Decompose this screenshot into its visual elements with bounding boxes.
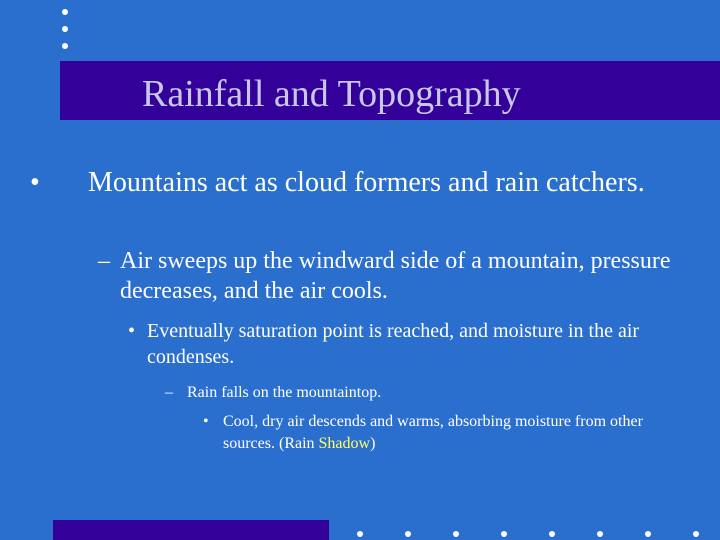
- bullet-marker: •: [128, 320, 136, 342]
- bullet-text-main: Cool, dry air descends and warms, absorbing moisture from other sources. (: [223, 413, 643, 452]
- decorative-dot-bottom-2: [405, 531, 411, 537]
- bullet-marker: •: [203, 413, 209, 430]
- bullet-marker: •: [30, 167, 40, 198]
- decorative-dot-bottom-3: [453, 531, 459, 537]
- closing-paren: ): [370, 435, 376, 452]
- bullet-level-5: [203, 411, 683, 455]
- bullet-text: [223, 411, 683, 455]
- bullet-text: Mountains act as cloud formers and rain catchers.: [88, 167, 645, 198]
- bottom-bar: [53, 520, 329, 540]
- dash-marker: –: [98, 248, 110, 274]
- bullet-text: Eventually saturation point is reached, and moisture in the air condenses.: [147, 320, 640, 368]
- decorative-dot-bottom-8: [693, 531, 699, 537]
- bullet-level-3: [128, 318, 688, 370]
- dash-marker: –: [165, 384, 173, 401]
- bullet-text: Air sweeps up the windward side of a mountain, pressure decreases, and the air cools.: [120, 248, 671, 304]
- slide-title: Rainfall and Topography: [142, 73, 521, 115]
- decorative-dot-top-1: [62, 9, 68, 15]
- decorative-dot-top-2: [62, 26, 68, 32]
- bullet-text: Rain falls on the mountaintop.: [187, 384, 382, 401]
- bullet-level-4: [165, 382, 665, 403]
- decorative-dot-top-3: [62, 43, 68, 49]
- decorative-dot-bottom-4: [501, 531, 507, 537]
- decorative-dot-bottom-1: [357, 531, 363, 537]
- bullet-level-1: [30, 166, 670, 200]
- rain-word: Rain: [284, 435, 315, 452]
- bullet-level-2: [98, 246, 698, 306]
- shadow-word-highlight: Shadow: [318, 435, 371, 452]
- decorative-dot-bottom-6: [597, 531, 603, 537]
- decorative-dot-bottom-5: [549, 531, 555, 537]
- decorative-dot-bottom-7: [645, 531, 651, 537]
